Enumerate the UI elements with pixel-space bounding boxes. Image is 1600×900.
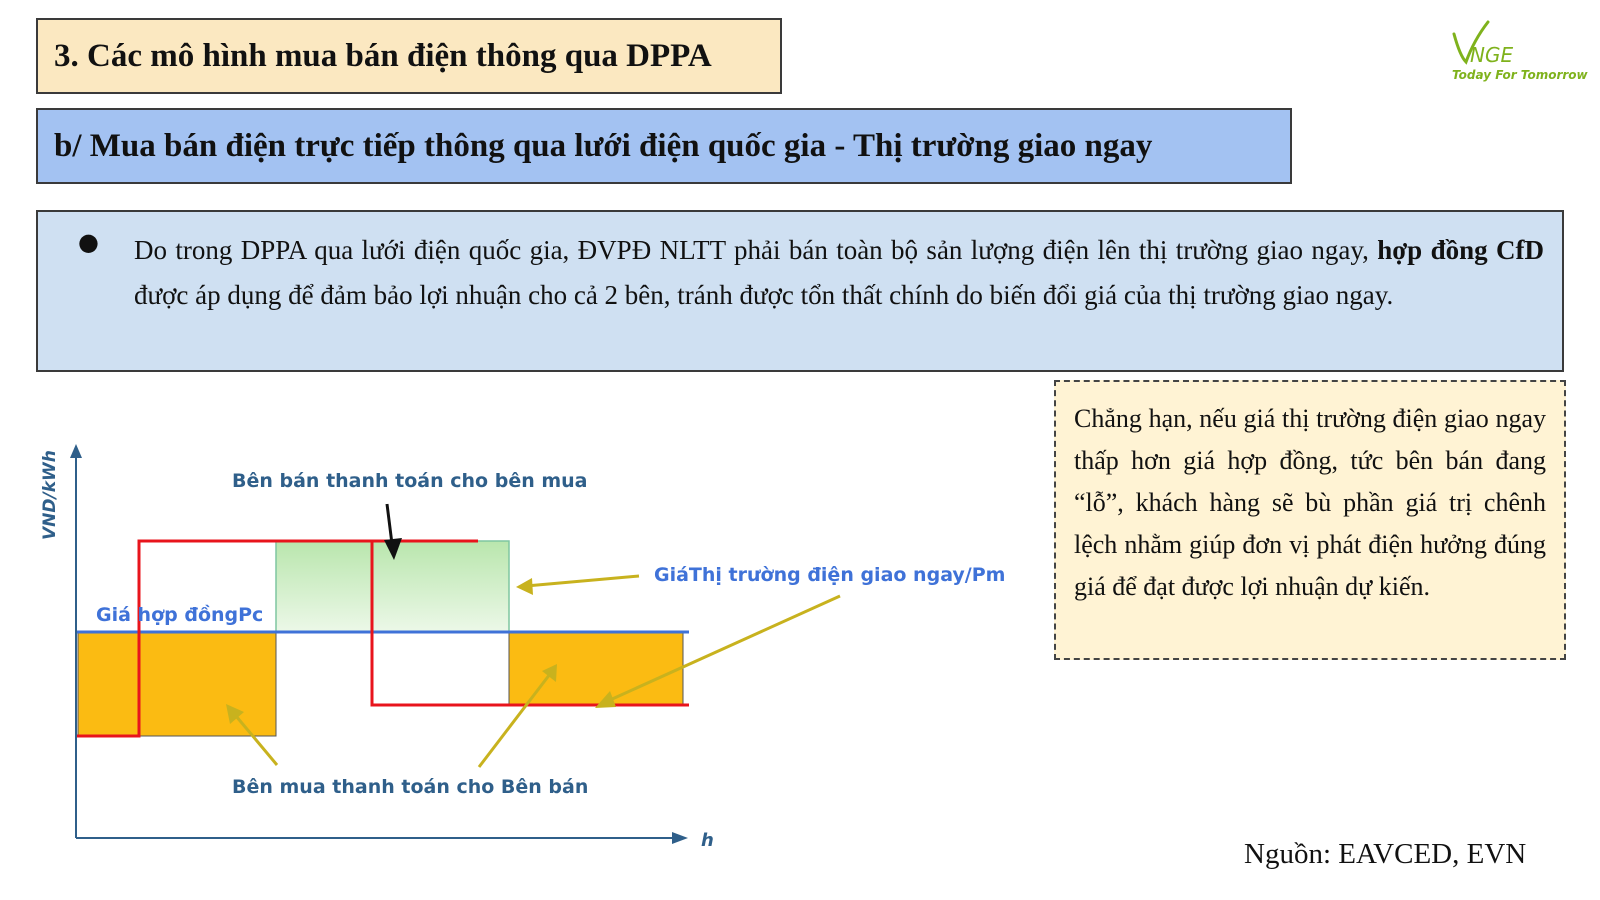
seller-pays-arrow xyxy=(387,504,392,544)
logo-tagline: Today For Tomorrow xyxy=(1452,68,1588,82)
explanation-text-part2: được áp dụng để đảm bảo lợi nhuận cho cả 2 bên, tránh được tổn thất chính do biến đổi giá của thị trường giao ngay. xyxy=(134,280,1394,310)
x-axis-arrowhead xyxy=(672,832,688,844)
buyer-pays-label: Bên mua thanh toán cho Bên bán xyxy=(232,776,589,798)
subsection-title-box xyxy=(36,108,1292,184)
source-note: Nguồn: EAVCED, EVN xyxy=(1244,838,1527,870)
market-price-arrow xyxy=(526,576,639,586)
x-axis-label: h xyxy=(701,830,714,851)
explanation-box xyxy=(36,210,1564,372)
logo-mark: NGE xyxy=(1470,43,1514,67)
explanation-text-bold: hợp đồng CfD xyxy=(1377,235,1544,265)
seller-pays-label: Bên bán thanh toán cho bên mua xyxy=(232,470,588,492)
subsection-title: b/ Mua bán điện trực tiếp thông qua lưới điện quốc gia - Thị trường giao ngay xyxy=(54,127,1153,164)
section-title-box xyxy=(36,18,782,94)
buyer-pays-area-1 xyxy=(78,632,276,736)
explanation-text xyxy=(134,228,1544,318)
market-price-arrowhead xyxy=(516,578,533,595)
y-axis-arrowhead xyxy=(70,444,82,458)
y-axis-label: VND/kWh xyxy=(40,450,60,540)
section-title: 3. Các mô hình mua bán điện thông qua DPPA xyxy=(54,37,712,74)
example-box xyxy=(1054,380,1566,660)
explanation-text-part1: Do trong DPPA qua lưới điện quốc gia, ĐVPĐ NLTT phải bán toàn bộ sản lượng điện lên thị trường giao ngay, xyxy=(134,235,1378,265)
contract-price-label: Giá hợp đồngPc xyxy=(96,604,264,626)
market-price-label: GiáThị trường điện giao ngay/Pm xyxy=(654,564,1006,586)
bullet-icon: ● xyxy=(78,228,99,256)
example-text: Chẳng hạn, nếu giá thị trường điện giao ngay thấp hơn giá hợp đồng, tức bên bán đang “lỗ”, khách hàng sẽ bù phần giá trị chênh lệch nhằm giúp đơn vị phát điện hưởng đúng giá để đạt được lợi nhuận dự kiến. xyxy=(1074,404,1546,601)
cfd-diagram xyxy=(0,420,1040,860)
